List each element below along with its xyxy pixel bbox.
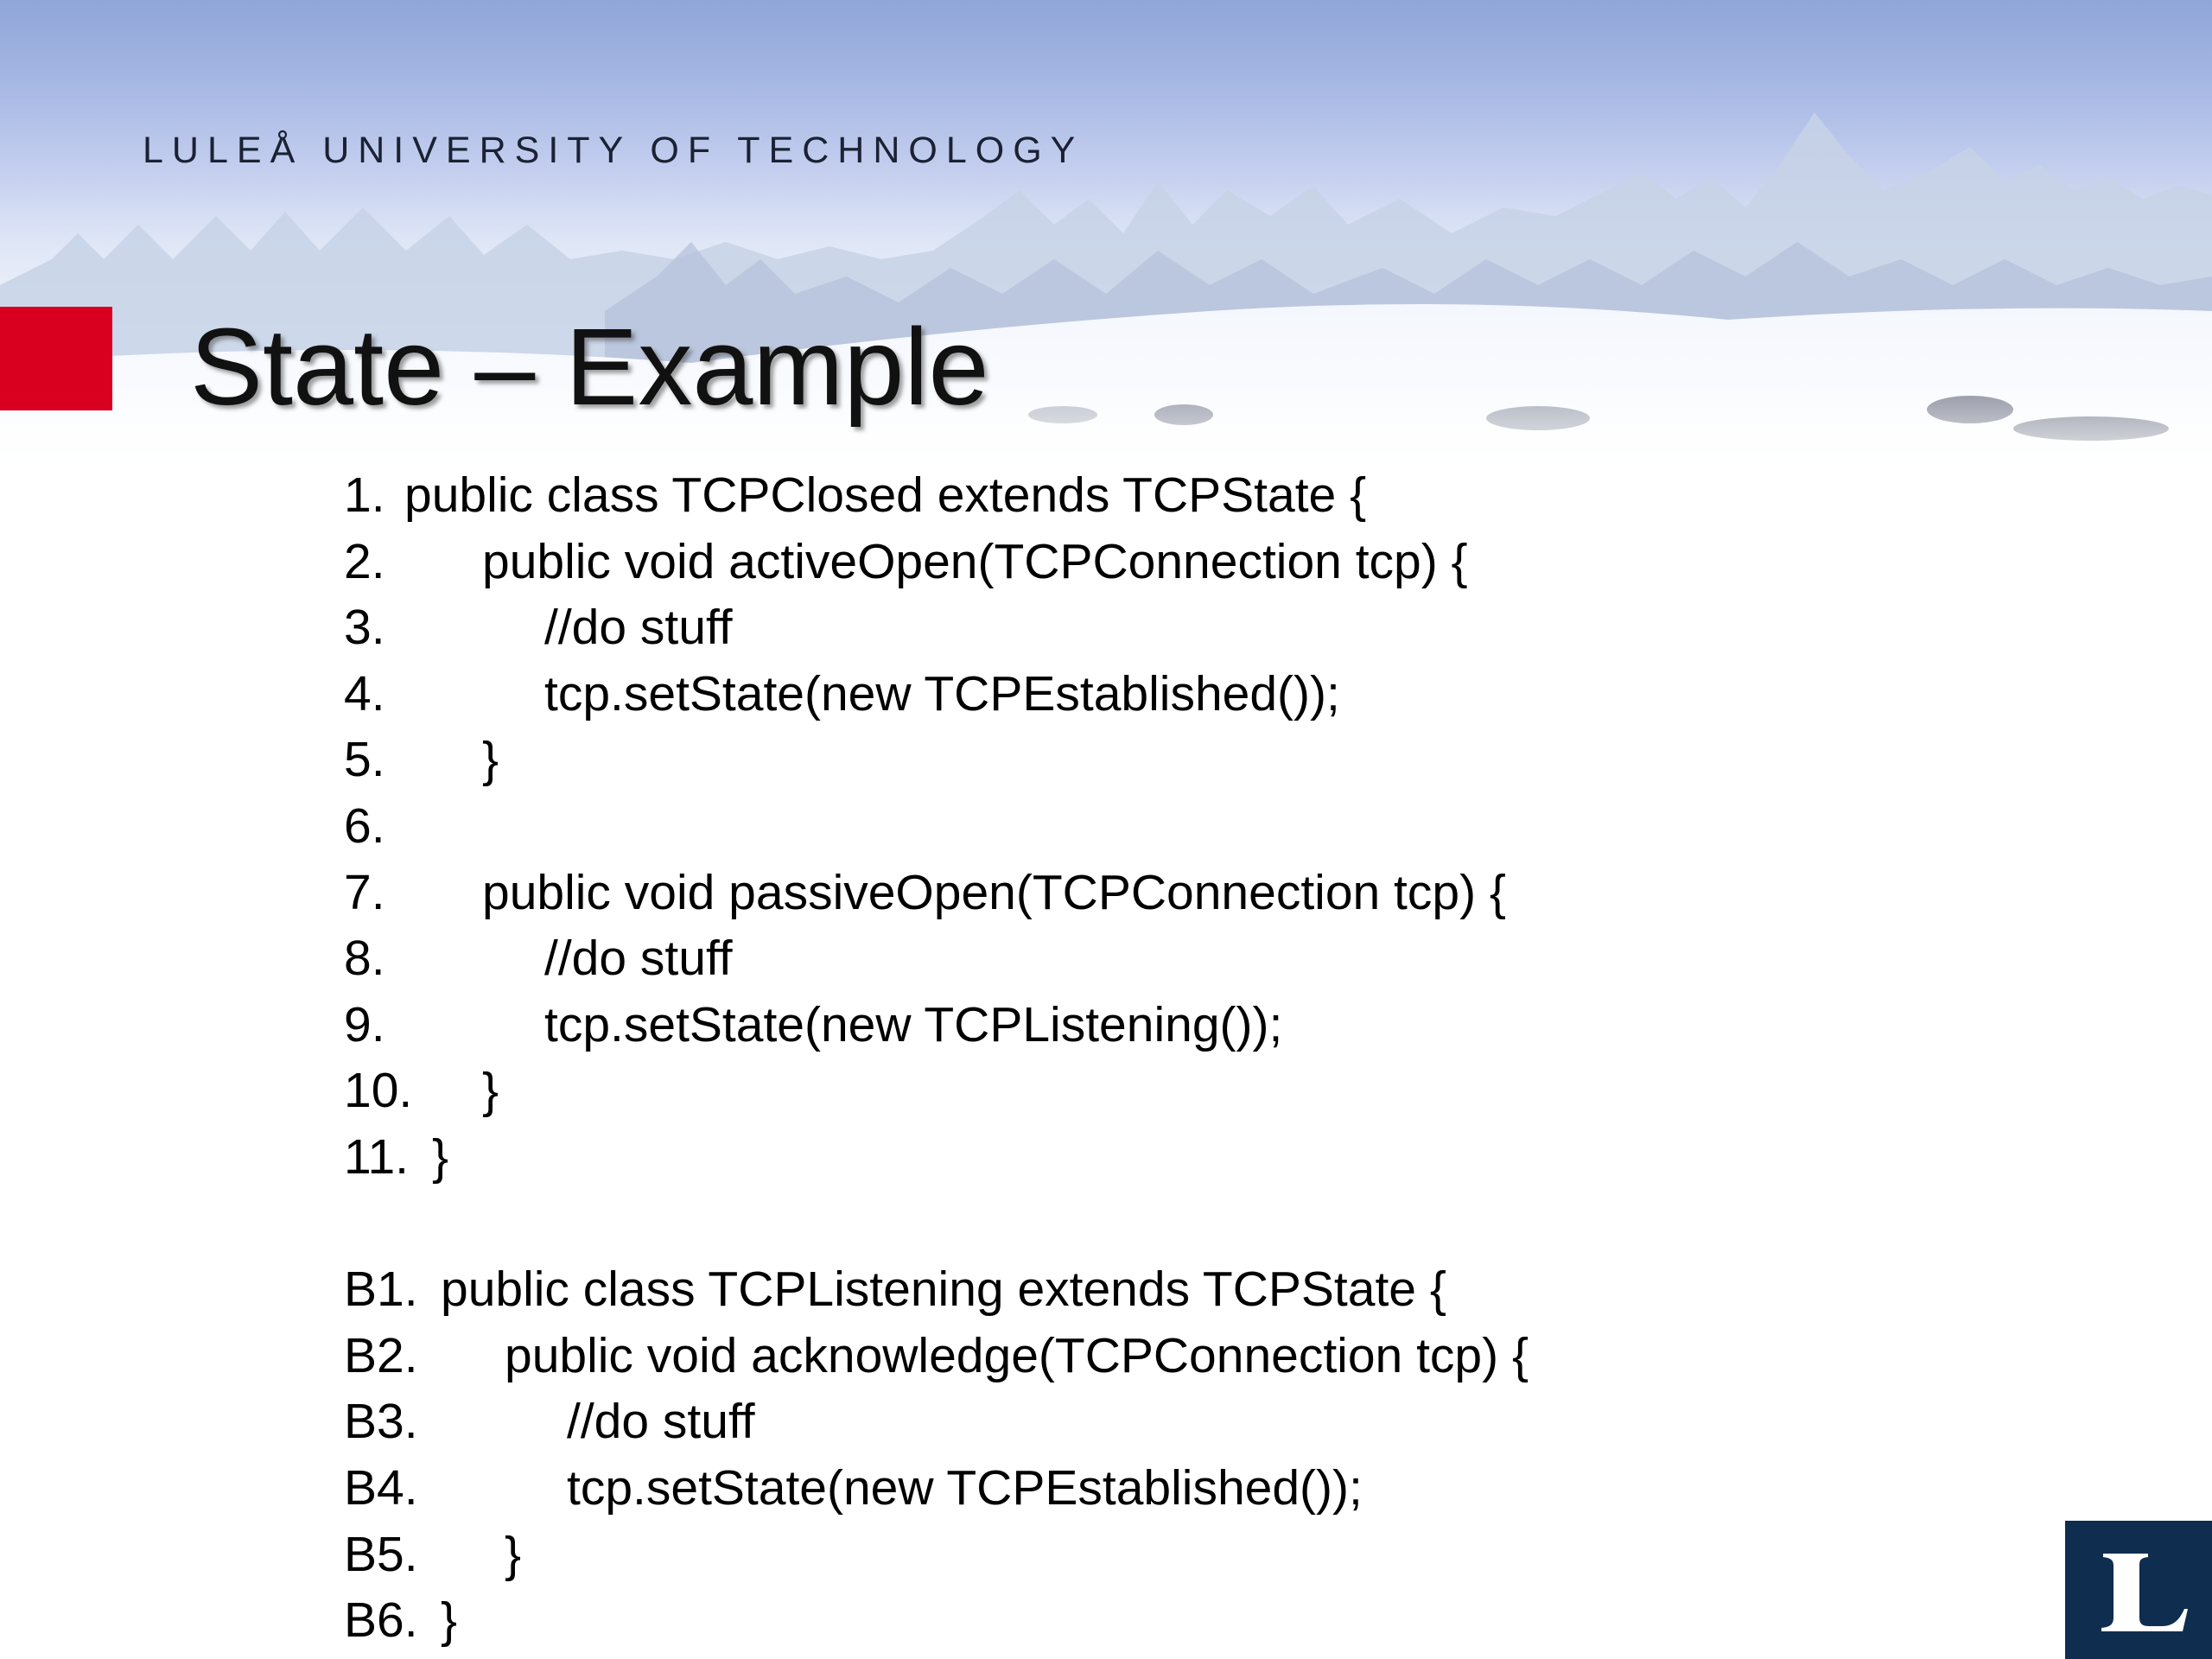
- line-text: }: [441, 1592, 458, 1649]
- university-logo: [2065, 1521, 2212, 1659]
- line-number: B6.: [344, 1592, 418, 1649]
- line-number: B5.: [344, 1526, 418, 1582]
- line-number: 3.: [344, 600, 385, 656]
- line-number: 10.: [344, 1063, 413, 1119]
- line-text: public void activeOpen(TCPConnection tcp) {: [482, 533, 1468, 589]
- line-text: tcp.setState(new TCPEstablished());: [567, 1459, 1363, 1516]
- line-number: 11.: [344, 1128, 410, 1185]
- line-text: //do stuff: [544, 931, 733, 987]
- slide-title: State – Example: [190, 306, 989, 428]
- university-name: LULEÅ UNIVERSITY OF TECHNOLOGY: [143, 130, 1084, 171]
- line-text: tcp.setState(new TCPEstablished());: [544, 665, 1340, 721]
- line-text: public void acknowledge(TCPConnection tcp) {: [505, 1327, 1529, 1383]
- line-number: 9.: [344, 996, 385, 1052]
- line-text: tcp.setState(new TCPListening());: [544, 996, 1283, 1052]
- line-number: 6.: [344, 798, 385, 854]
- title-accent-block: [0, 307, 112, 410]
- line-text: public void passiveOpen(TCPConnection tcp) {: [482, 864, 1506, 920]
- line-text: }: [432, 1128, 449, 1185]
- line-text: }: [482, 1063, 499, 1119]
- line-number: 1.: [344, 467, 385, 523]
- line-text: }: [505, 1526, 522, 1582]
- line-number: 4.: [344, 665, 385, 721]
- line-number: B3.: [344, 1394, 418, 1450]
- line-number: 2.: [344, 533, 385, 589]
- line-text: public class TCPListening extends TCPState {: [441, 1262, 1446, 1318]
- logo-letter-l-icon: [2065, 1521, 2212, 1659]
- line-text: }: [482, 732, 499, 788]
- line-text: //do stuff: [544, 600, 733, 656]
- line-number: 7.: [344, 864, 385, 920]
- line-text: //do stuff: [567, 1394, 755, 1450]
- line-number: 8.: [344, 931, 385, 987]
- line-text: public class TCPClosed extends TCPState {: [404, 467, 1367, 523]
- line-number: B1.: [344, 1262, 418, 1318]
- line-number: 5.: [344, 732, 385, 788]
- line-number: B4.: [344, 1459, 418, 1516]
- line-number: B2.: [344, 1327, 418, 1383]
